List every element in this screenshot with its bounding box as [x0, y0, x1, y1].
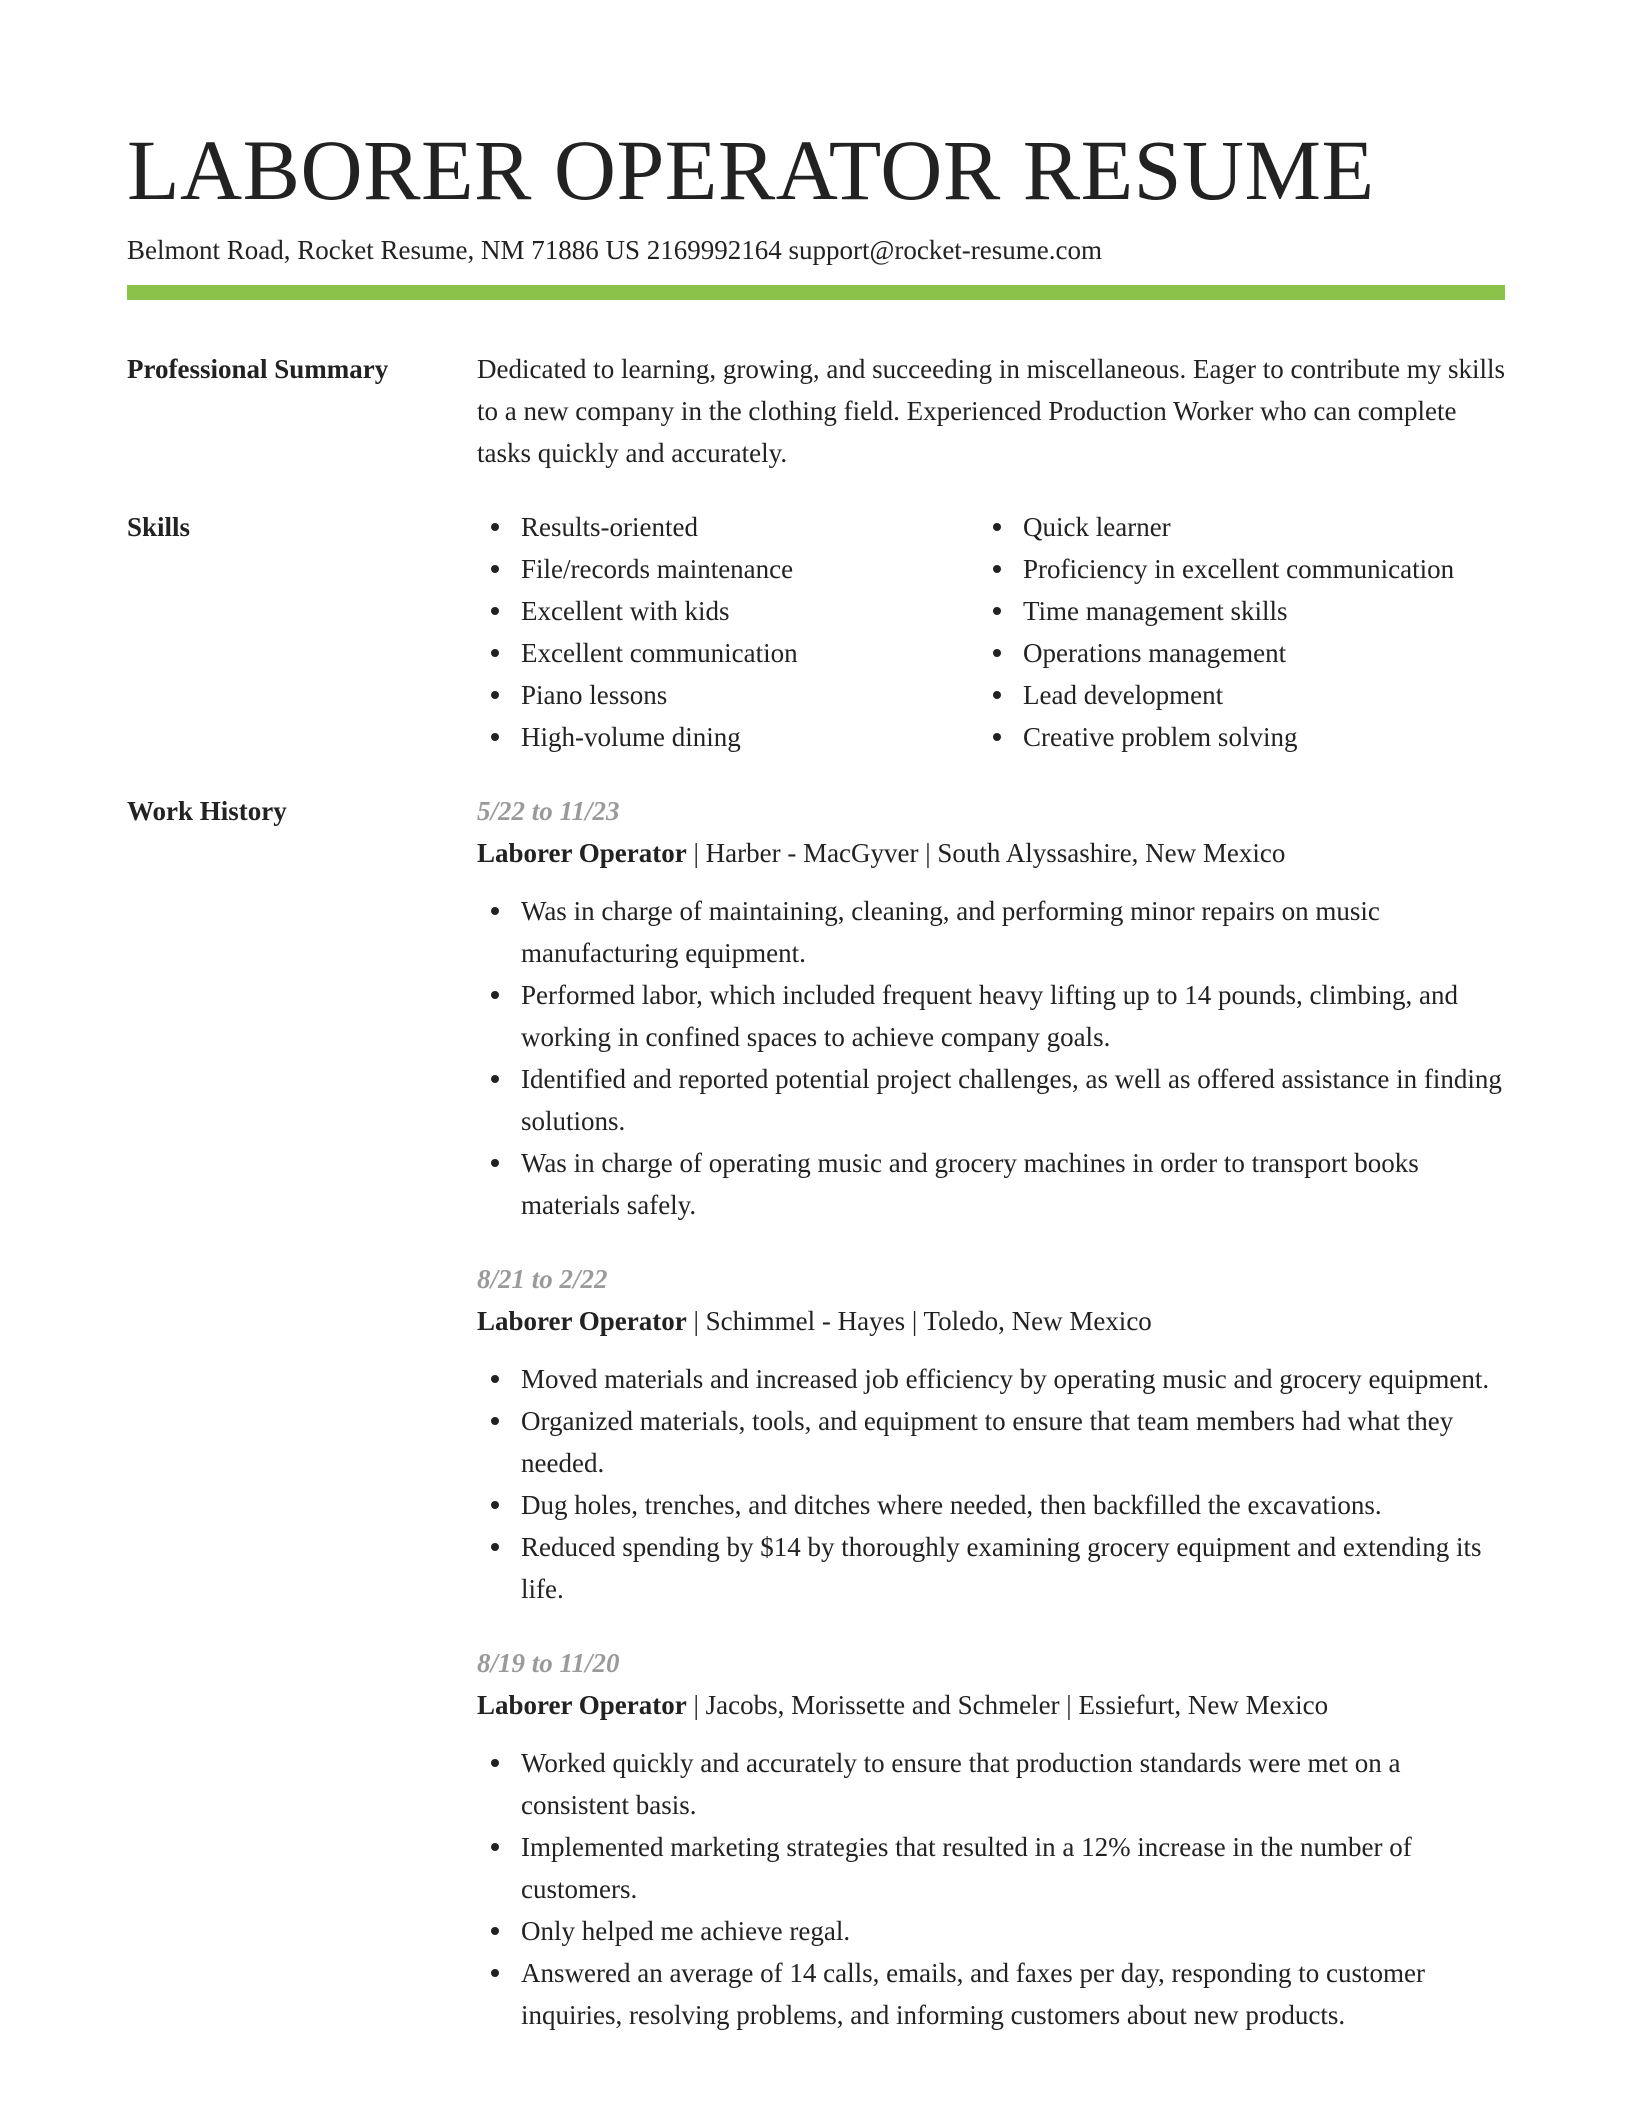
- job-bullet: Implemented marketing strategies that resulted in a 12% increase in the number of customers.: [477, 1826, 1505, 1910]
- skills-list-right: [979, 506, 1454, 758]
- skill-item: Creative problem solving: [979, 716, 1454, 758]
- skill-item: Excellent communication: [477, 632, 979, 674]
- job-bullets: [477, 1358, 1505, 1610]
- job-details: | Jacobs, Morissette and Schmeler | Essiefurt, New Mexico: [686, 1690, 1329, 1720]
- skill-item: Quick learner: [979, 506, 1454, 548]
- job-entry: [477, 1642, 1505, 2036]
- job-header: [477, 832, 1505, 874]
- job-entry: [477, 790, 1505, 1226]
- job-header: [477, 1684, 1505, 1726]
- job-title: Laborer Operator: [477, 1306, 687, 1336]
- skill-item: High-volume dining: [477, 716, 979, 758]
- job-bullet: Organized materials, tools, and equipment to ensure that team members had what they needed.: [477, 1400, 1505, 1484]
- job-entry: [477, 1258, 1505, 1610]
- skills-heading: Skills: [127, 512, 191, 542]
- skill-item: Piano lessons: [477, 674, 979, 716]
- work-history-body: [477, 790, 1505, 2036]
- header-divider: [127, 285, 1505, 300]
- job-header: [477, 1300, 1505, 1342]
- job-bullet: Only helped me achieve regal.: [477, 1910, 1505, 1952]
- skill-item: Proficiency in excellent communication: [979, 548, 1454, 590]
- contact-line: Belmont Road, Rocket Resume, NM 71886 US 2169992164 support@rocket-resume.com: [127, 235, 1102, 265]
- work-history-heading: Work History: [127, 796, 287, 826]
- summary-text: Dedicated to learning, growing, and succeeding in miscellaneous. Eager to contribute my skills to a new company in the clothing field. Experienced Production Worker who can complete tasks quickly and accurately.: [477, 354, 1505, 468]
- job-bullet: Was in charge of operating music and grocery machines in order to transport books materials safely.: [477, 1142, 1505, 1226]
- job-title: Laborer Operator: [477, 838, 687, 868]
- job-bullet: Was in charge of maintaining, cleaning, and performing minor repairs on music manufacturing equipment.: [477, 890, 1505, 974]
- skill-item: Time management skills: [979, 590, 1454, 632]
- job-bullet: Dug holes, trenches, and ditches where needed, then backfilled the excavations.: [477, 1484, 1505, 1526]
- job-bullets: [477, 890, 1505, 1226]
- job-bullet: Answered an average of 14 calls, emails, and faxes per day, responding to customer inquiries, resolving problems, and informing customers about new products.: [477, 1952, 1505, 2036]
- job-title: Laborer Operator: [477, 1690, 687, 1720]
- job-bullet: Performed labor, which included frequent heavy lifting up to 14 pounds, climbing, and working in confined spaces to achieve company goals.: [477, 974, 1505, 1058]
- work-history-section: [127, 790, 1505, 2036]
- skills-section: [127, 506, 1505, 758]
- job-dates: 8/19 to 11/20: [477, 1648, 620, 1678]
- skill-item: Excellent with kids: [477, 590, 979, 632]
- skills-grid: [477, 506, 1505, 758]
- job-bullets: [477, 1742, 1505, 2036]
- job-details: | Schimmel - Hayes | Toledo, New Mexico: [686, 1306, 1152, 1336]
- job-dates: 8/21 to 2/22: [477, 1264, 608, 1294]
- job-bullet: Worked quickly and accurately to ensure that production standards were met on a consistent basis.: [477, 1742, 1505, 1826]
- summary-heading: Professional Summary: [127, 354, 389, 384]
- skill-item: Operations management: [979, 632, 1454, 674]
- skills-list-left: [477, 506, 979, 758]
- job-bullet: Reduced spending by $14 by thoroughly examining grocery equipment and extending its life.: [477, 1526, 1505, 1610]
- job-bullet: Moved materials and increased job efficiency by operating music and grocery equipment.: [477, 1358, 1505, 1400]
- resume-title: LABORER OPERATOR RESUME: [127, 122, 1375, 218]
- summary-section: [127, 348, 1505, 474]
- job-dates: 5/22 to 11/23: [477, 796, 620, 826]
- skill-item: Results-oriented: [477, 506, 979, 548]
- skill-item: File/records maintenance: [477, 548, 979, 590]
- job-bullet: Identified and reported potential project challenges, as well as offered assistance in finding solutions.: [477, 1058, 1505, 1142]
- skill-item: Lead development: [979, 674, 1454, 716]
- job-details: | Harber - MacGyver | South Alyssashire, New Mexico: [686, 838, 1286, 868]
